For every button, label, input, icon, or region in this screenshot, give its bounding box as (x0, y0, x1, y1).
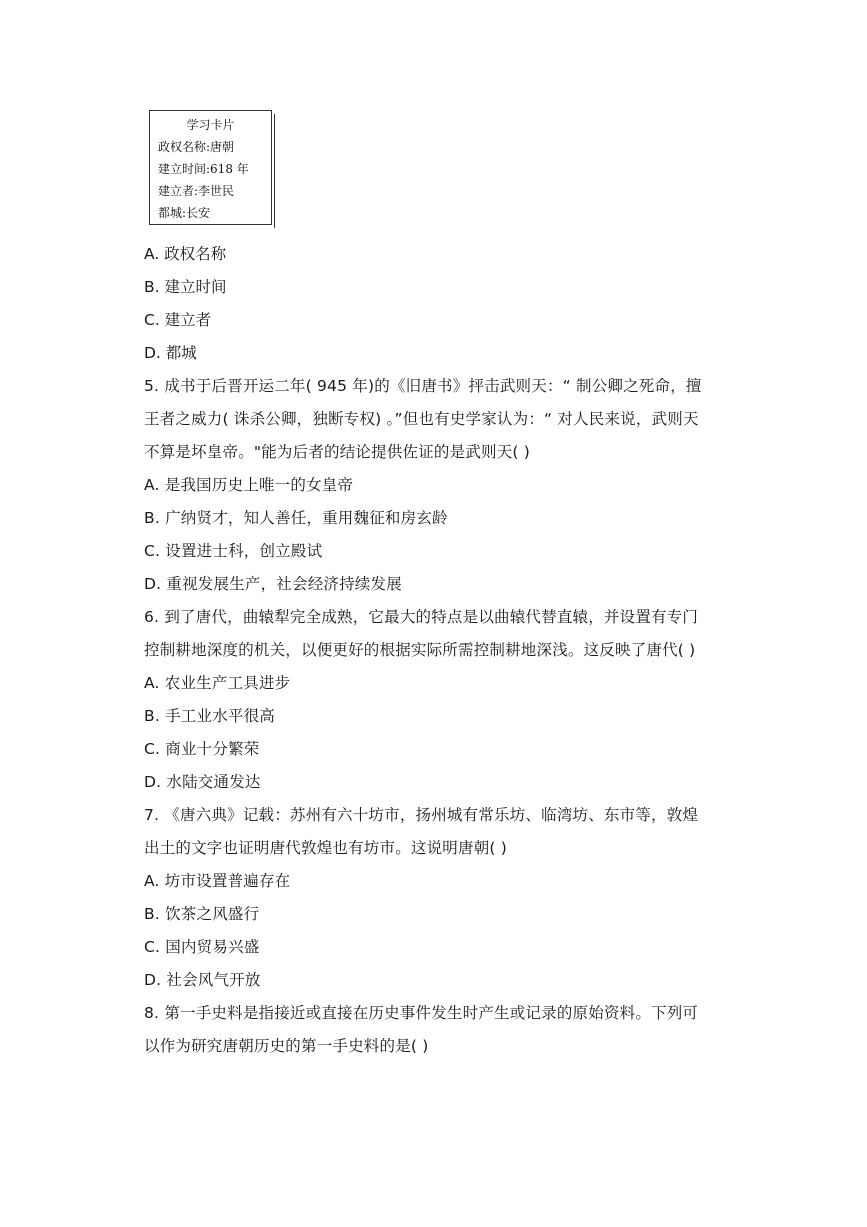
study-card-line: 建立者:李世民 (158, 184, 235, 198)
question-8 (144, 997, 729, 1063)
option-b: B. 建立时间 (144, 278, 227, 296)
option-d: D. 水陆交通发达 (144, 773, 261, 791)
question-6 (144, 601, 729, 799)
option-d: D. 社会风气开放 (144, 971, 261, 989)
option-b: B. 饮茶之风盛行 (144, 905, 260, 923)
study-card (149, 110, 272, 225)
question-stem: 5. 成书于后晋开运二年( 945 年)的《旧唐书》抨击武则天：“ 制公卿之死命，擅 (144, 377, 702, 395)
option-c: C. 商业十分繁荣 (144, 740, 260, 758)
study-card-line: 政权名称:唐朝 (158, 140, 235, 154)
option-c: C. 国内贸易兴盛 (144, 938, 260, 956)
question-stem: 控制耕地深度的机关，以便更好的根据实际所需控制耕地深浅。这反映了唐代( ) (144, 641, 696, 659)
study-card-title: 学习卡片 (186, 118, 235, 132)
question-stem: 出土的文字也证明唐代敦煌也有坊市。这说明唐朝( ) (144, 839, 508, 857)
option-a: A. 政权名称 (144, 245, 227, 263)
option-a: A. 坊市设置普遍存在 (144, 872, 291, 890)
option-d: D. 都城 (144, 344, 197, 362)
question-stem: 6. 到了唐代，曲辕犁完全成熟，它最大的特点是以曲辕代替直辕，并设置有专门 (144, 608, 699, 626)
study-card-line: 建立时间:618 年 (158, 162, 249, 176)
study-card-line: 都城:长安 (158, 206, 211, 220)
question-5 (144, 370, 729, 601)
option-b: B. 广纳贤才，知人善任，重用魏征和房玄龄 (144, 509, 448, 527)
question-list (144, 238, 729, 1063)
option-a: A. 是我国历史上唯一的女皇帝 (144, 476, 354, 494)
question-stem: 王者之威力( 诛杀公卿，独断专权) 。”但也有史学家认为：“ 对人民来说，武则天 (144, 410, 699, 428)
option-d: D. 重视发展生产，社会经济持续发展 (144, 575, 402, 593)
question-stem: 8. 第一手史料是指接近或直接在历史事件发生时产生或记录的原始资料。下列可 (144, 1004, 699, 1022)
option-c: C. 设置进士科，创立殿试 (144, 542, 323, 560)
question-4-options (144, 238, 729, 370)
option-b: B. 手工业水平很高 (144, 707, 275, 725)
option-a: A. 农业生产工具进步 (144, 674, 291, 692)
question-stem: 7. 《唐六典》记载：苏州有六十坊市，扬州城有常乐坊、临湾坊、东市等，敦煌 (144, 806, 699, 824)
question-stem: 不算是坏皇帝。"能为后者的结论提供佐证的是武则天( ) (144, 443, 531, 461)
question-stem: 以作为研究唐朝历史的第一手史料的是( ) (144, 1037, 429, 1055)
question-7 (144, 799, 729, 997)
option-c: C. 建立者 (144, 311, 212, 329)
